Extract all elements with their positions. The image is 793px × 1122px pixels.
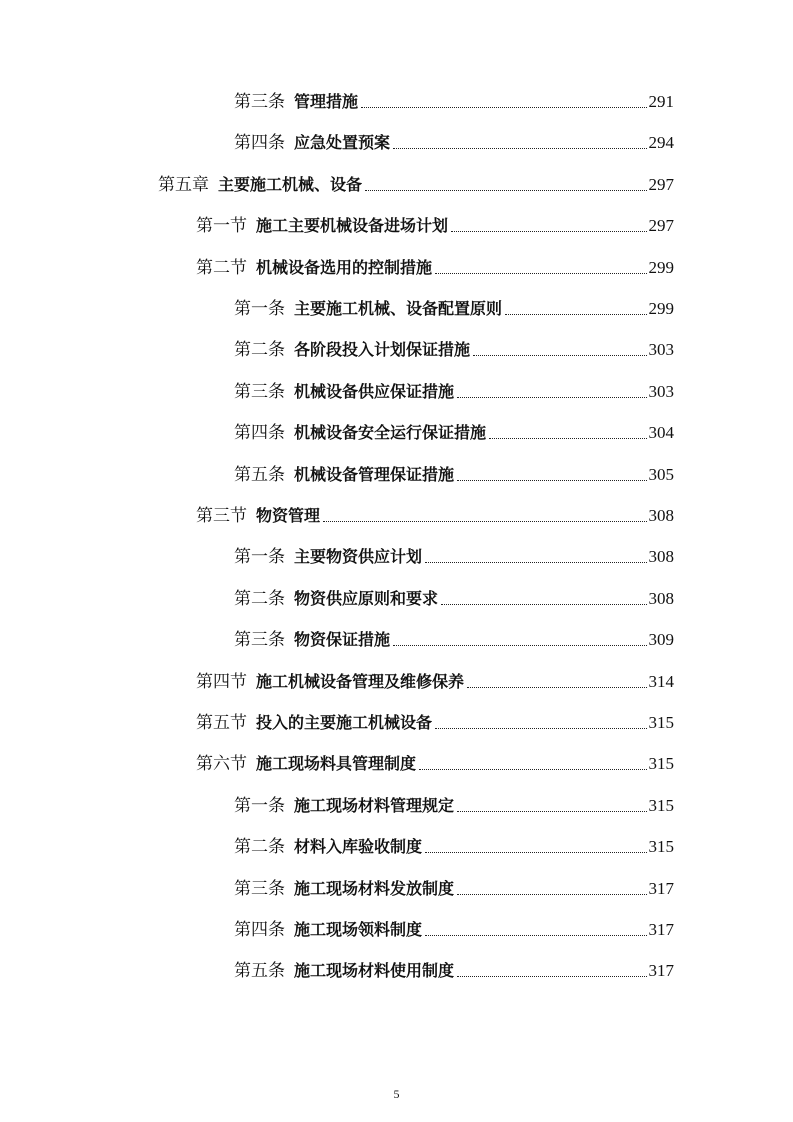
toc-entry-title: 投入的主要施工机械设备 bbox=[256, 713, 433, 732]
toc-entry-label: 第一条 bbox=[234, 547, 285, 568]
toc-dot-leader bbox=[457, 479, 646, 481]
toc-entry-page-number: 299 bbox=[648, 299, 674, 318]
toc-entry[interactable] bbox=[234, 877, 674, 901]
toc-dot-leader bbox=[435, 272, 646, 274]
toc-dot-leader bbox=[473, 354, 646, 356]
toc-entry-label: 第三节 bbox=[196, 506, 247, 526]
toc-entry[interactable] bbox=[234, 587, 674, 611]
toc-entry-page-number: 305 bbox=[648, 464, 674, 484]
toc-entry-title: 应急处置预案 bbox=[294, 133, 391, 153]
toc-entry[interactable] bbox=[196, 214, 674, 238]
toc-entry[interactable] bbox=[196, 504, 674, 528]
toc-dot-leader bbox=[489, 437, 646, 439]
toc-entry-title: 施工现场料具管理制度 bbox=[256, 754, 417, 774]
toc-entry-page-number: 297 bbox=[648, 174, 674, 194]
toc-entry-page-number: 308 bbox=[648, 547, 674, 567]
toc-entry-label: 第四节 bbox=[196, 671, 247, 692]
toc-entry-title: 主要施工机械、设备 bbox=[218, 174, 363, 194]
toc-entry[interactable] bbox=[234, 297, 674, 321]
toc-dot-leader bbox=[425, 561, 646, 563]
toc-entry[interactable] bbox=[158, 173, 674, 197]
toc-dot-leader bbox=[457, 810, 646, 812]
toc-entry-page-number: 317 bbox=[648, 878, 674, 898]
toc-entry-label: 第五条 bbox=[234, 464, 285, 485]
toc-entry[interactable] bbox=[234, 959, 674, 983]
toc-entry-page-number: 294 bbox=[648, 133, 674, 153]
toc-dot-leader bbox=[393, 644, 646, 646]
toc-dot-leader bbox=[457, 893, 646, 895]
toc-entry[interactable] bbox=[196, 752, 674, 776]
toc-entry-page-number: 297 bbox=[648, 216, 674, 236]
toc-entry-title: 施工现场材料使用制度 bbox=[294, 961, 455, 981]
toc-entry-label: 第二条 bbox=[234, 340, 285, 361]
toc-entry-label: 第二条 bbox=[234, 588, 285, 609]
toc-entry-title: 机械设备安全运行保证措施 bbox=[294, 423, 487, 443]
toc-entry-page-number: 291 bbox=[648, 92, 674, 111]
toc-entry[interactable] bbox=[234, 463, 674, 487]
toc-entry-page-number: 315 bbox=[648, 754, 674, 774]
toc-dot-leader bbox=[361, 106, 646, 108]
toc-entry-title: 机械设备选用的控制措施 bbox=[256, 257, 433, 277]
toc-dot-leader bbox=[435, 727, 646, 729]
toc-entry-page-number: 304 bbox=[648, 423, 674, 443]
toc-dot-leader bbox=[323, 520, 646, 522]
toc-dot-leader bbox=[505, 313, 646, 315]
toc-entry[interactable] bbox=[234, 628, 674, 652]
toc-entry-title: 机械设备供应保证措施 bbox=[294, 381, 455, 401]
toc-dot-leader bbox=[419, 768, 646, 770]
toc-entry-title: 施工现场材料管理规定 bbox=[294, 795, 455, 815]
toc-entry-title: 管理措施 bbox=[294, 92, 359, 111]
toc-entry-title: 物资供应原则和要求 bbox=[294, 588, 439, 608]
toc-dot-leader bbox=[451, 230, 646, 232]
toc-entry-title: 机械设备管理保证措施 bbox=[294, 464, 455, 484]
toc-entry[interactable] bbox=[234, 90, 674, 114]
toc-entry-label: 第三条 bbox=[234, 92, 285, 112]
toc-entry-page-number: 308 bbox=[648, 506, 674, 525]
toc-entry[interactable] bbox=[234, 131, 674, 155]
toc-entry-page-number: 315 bbox=[648, 837, 674, 857]
toc-entry-page-number: 299 bbox=[648, 257, 674, 277]
toc-entry-title: 材料入库验收制度 bbox=[294, 837, 423, 857]
toc-entry-label: 第二条 bbox=[234, 837, 285, 858]
toc-entry-title: 施工机械设备管理及维修保养 bbox=[256, 671, 465, 691]
toc-entry-page-number: 303 bbox=[648, 340, 674, 360]
toc-entry[interactable] bbox=[234, 545, 674, 569]
toc-entry[interactable] bbox=[234, 794, 674, 818]
toc-dot-leader bbox=[365, 189, 646, 191]
toc-entry-page-number: 303 bbox=[648, 381, 674, 401]
toc-entry-title: 物资管理 bbox=[256, 506, 321, 525]
toc-entry-label: 第一条 bbox=[234, 795, 285, 816]
toc-entry-label: 第五条 bbox=[234, 961, 285, 982]
toc-dot-leader bbox=[457, 975, 646, 977]
toc-entry-label: 第二节 bbox=[196, 257, 247, 278]
toc-dot-leader bbox=[425, 934, 646, 936]
toc-entry-label: 第一条 bbox=[234, 299, 285, 319]
toc-entry-page-number: 309 bbox=[648, 630, 674, 650]
toc-dot-leader bbox=[457, 396, 646, 398]
toc-entry[interactable] bbox=[196, 256, 674, 280]
toc-entry-page-number: 315 bbox=[648, 713, 674, 732]
toc-entry-label: 第四条 bbox=[234, 423, 285, 444]
toc-entry[interactable] bbox=[196, 711, 674, 735]
toc-entry[interactable] bbox=[234, 835, 674, 859]
toc-entry-page-number: 315 bbox=[648, 795, 674, 815]
toc-entry-page-number: 314 bbox=[648, 671, 674, 691]
toc-entry-label: 第五章 bbox=[158, 174, 209, 195]
toc-entry-label: 第四条 bbox=[234, 920, 285, 940]
toc-entry-page-number: 308 bbox=[648, 588, 674, 608]
toc-entry-label: 第一节 bbox=[196, 216, 247, 237]
footer-page-number: 5 bbox=[393, 1087, 400, 1101]
toc-entry-label: 第六节 bbox=[196, 754, 247, 775]
toc-entry-title: 主要施工机械、设备配置原则 bbox=[294, 299, 503, 318]
toc-entry-page-number: 317 bbox=[648, 961, 674, 981]
toc-entry[interactable] bbox=[196, 670, 674, 694]
toc-entry-title: 主要物资供应计划 bbox=[294, 547, 423, 567]
toc-entry[interactable] bbox=[234, 380, 674, 404]
toc-dot-leader bbox=[425, 851, 646, 853]
toc-entry-label: 第三条 bbox=[234, 381, 285, 402]
toc-entry-title: 施工主要机械设备进场计划 bbox=[256, 216, 449, 236]
toc-dot-leader bbox=[393, 147, 646, 149]
toc-entry-label: 第三条 bbox=[234, 630, 285, 651]
toc-entry-title: 施工现场材料发放制度 bbox=[294, 878, 455, 898]
toc-entry-label: 第三条 bbox=[234, 878, 285, 899]
toc-dot-leader bbox=[441, 603, 646, 605]
toc-entry-title: 物资保证措施 bbox=[294, 630, 391, 650]
toc-entry[interactable] bbox=[234, 421, 674, 445]
toc-entry[interactable] bbox=[234, 918, 674, 942]
toc-entry-page-number: 317 bbox=[648, 920, 674, 939]
toc-entry-label: 第四条 bbox=[234, 133, 285, 154]
toc-entry-label: 第五节 bbox=[196, 713, 247, 733]
toc-entry-title: 各阶段投入计划保证措施 bbox=[294, 340, 471, 360]
toc-entry-title: 施工现场领料制度 bbox=[294, 920, 423, 939]
toc-entry[interactable] bbox=[234, 338, 674, 362]
toc-dot-leader bbox=[467, 686, 646, 688]
